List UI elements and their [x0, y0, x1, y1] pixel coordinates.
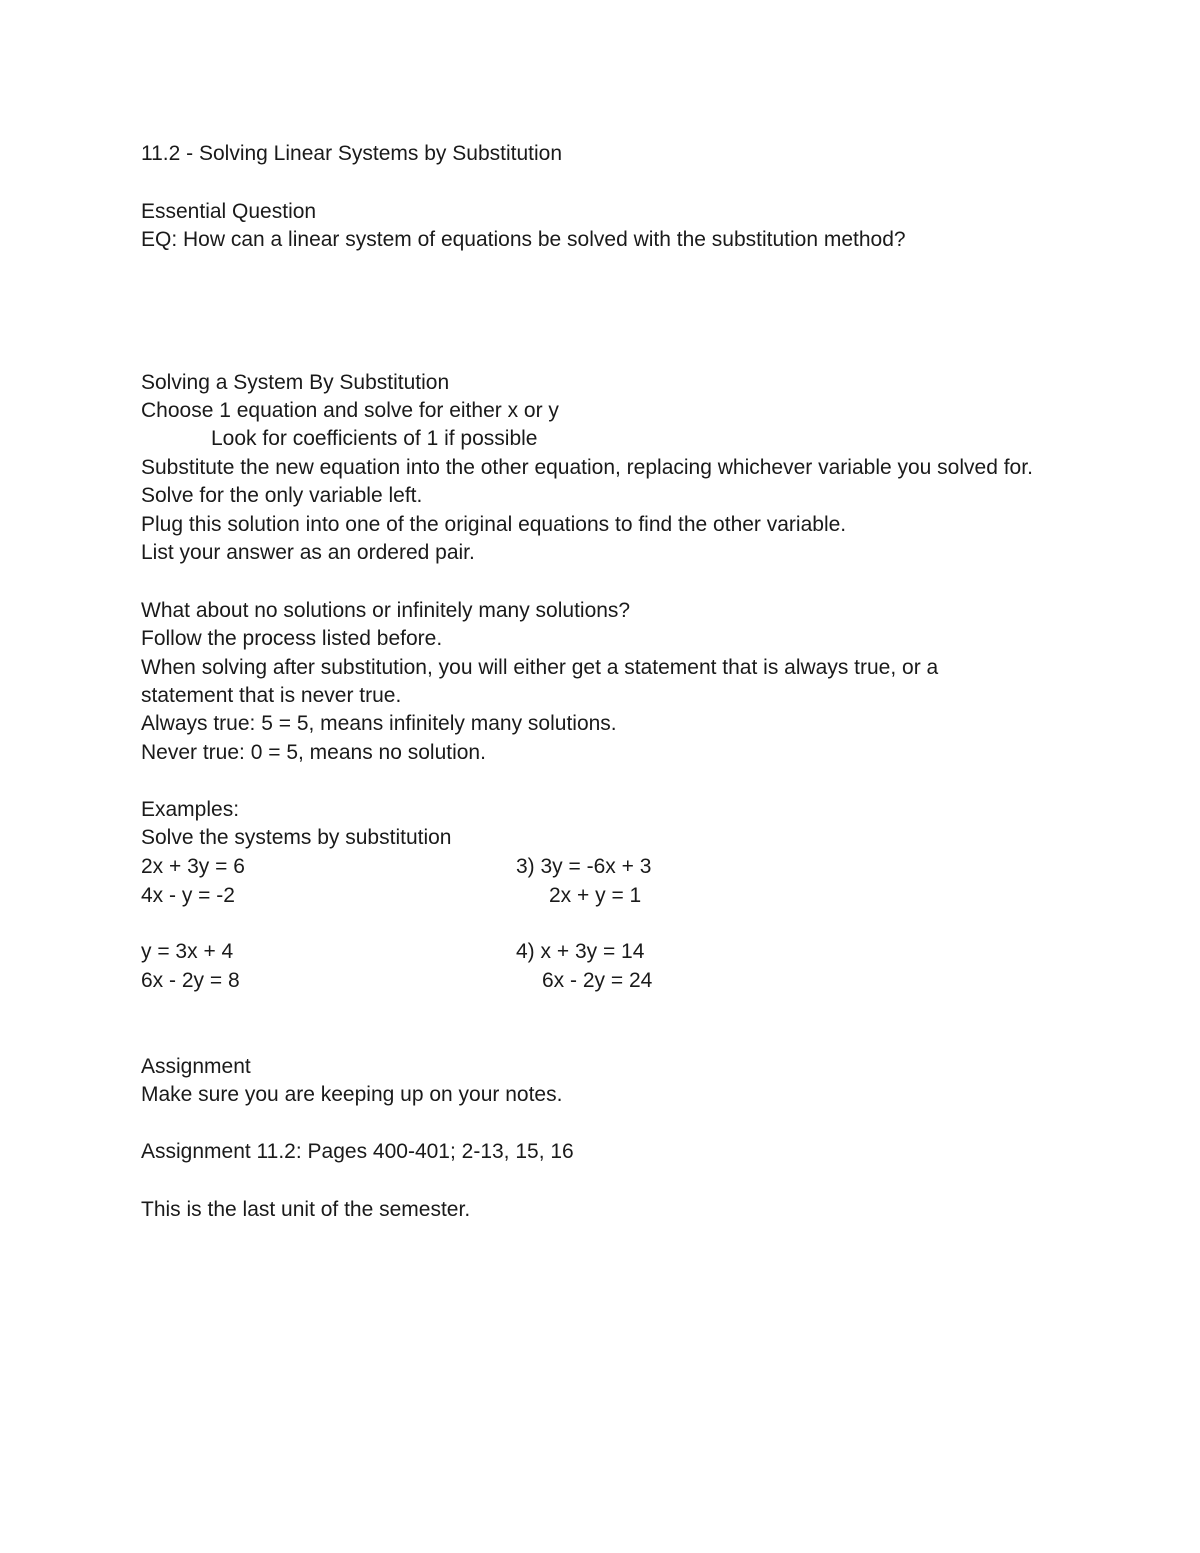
solving-step-4: Plug this solution into one of the original equations to find the other variable.	[141, 513, 847, 536]
examples-instruction: Solve the systems by substitution	[141, 826, 452, 849]
assignment-reminder: Make sure you are keeping up on your notes.	[141, 1083, 563, 1106]
essential-question-heading: Essential Question	[141, 200, 317, 223]
solving-step-3: Solve for the only variable left.	[141, 484, 423, 507]
special-cases-line-1: Follow the process listed before.	[141, 627, 443, 650]
examples-heading: Examples:	[141, 798, 240, 821]
assignment-heading: Assignment	[141, 1055, 251, 1078]
always-true-line: Always true: 5 = 5, means infinitely many solutions.	[141, 712, 617, 735]
assignment-details: Assignment 11.2: Pages 400-401; 2-13, 15, 16	[141, 1140, 574, 1163]
solving-step-2: Substitute the new equation into the other equation, replacing whichever variable you solved for.	[141, 456, 1033, 479]
special-cases-heading: What about no solutions or infinitely many solutions?	[141, 599, 631, 622]
example-1-equation-1: 2x + 3y = 6	[141, 855, 245, 878]
solving-step-1-note: Look for coefficients of 1 if possible	[211, 427, 538, 450]
example-2-equation-1: y = 3x + 4	[141, 940, 234, 963]
solving-step-1: Choose 1 equation and solve for either x or y	[141, 399, 559, 422]
special-cases-line-2: When solving after substitution, you will either get a statement that is always true, or a	[141, 656, 939, 679]
page-title: 11.2 - Solving Linear Systems by Substitution	[141, 142, 562, 165]
solving-step-5: List your answer as an ordered pair.	[141, 541, 475, 564]
semester-note: This is the last unit of the semester.	[141, 1198, 471, 1221]
never-true-line: Never true: 0 = 5, means no solution.	[141, 741, 486, 764]
special-cases-line-3: statement that is never true.	[141, 684, 402, 707]
example-3-equation-2: 2x + y = 1	[549, 884, 642, 907]
example-2-equation-2: 6x - 2y = 8	[141, 969, 240, 992]
example-4-equation-1: 4) x + 3y = 14	[516, 940, 645, 963]
example-4-equation-2: 6x - 2y = 24	[542, 969, 653, 992]
example-1-equation-2: 4x - y = -2	[141, 884, 235, 907]
example-3-equation-1: 3) 3y = -6x + 3	[516, 855, 652, 878]
essential-question-text: EQ: How can a linear system of equations be solved with the substitution method?	[141, 228, 906, 251]
solving-heading: Solving a System By Substitution	[141, 371, 450, 394]
